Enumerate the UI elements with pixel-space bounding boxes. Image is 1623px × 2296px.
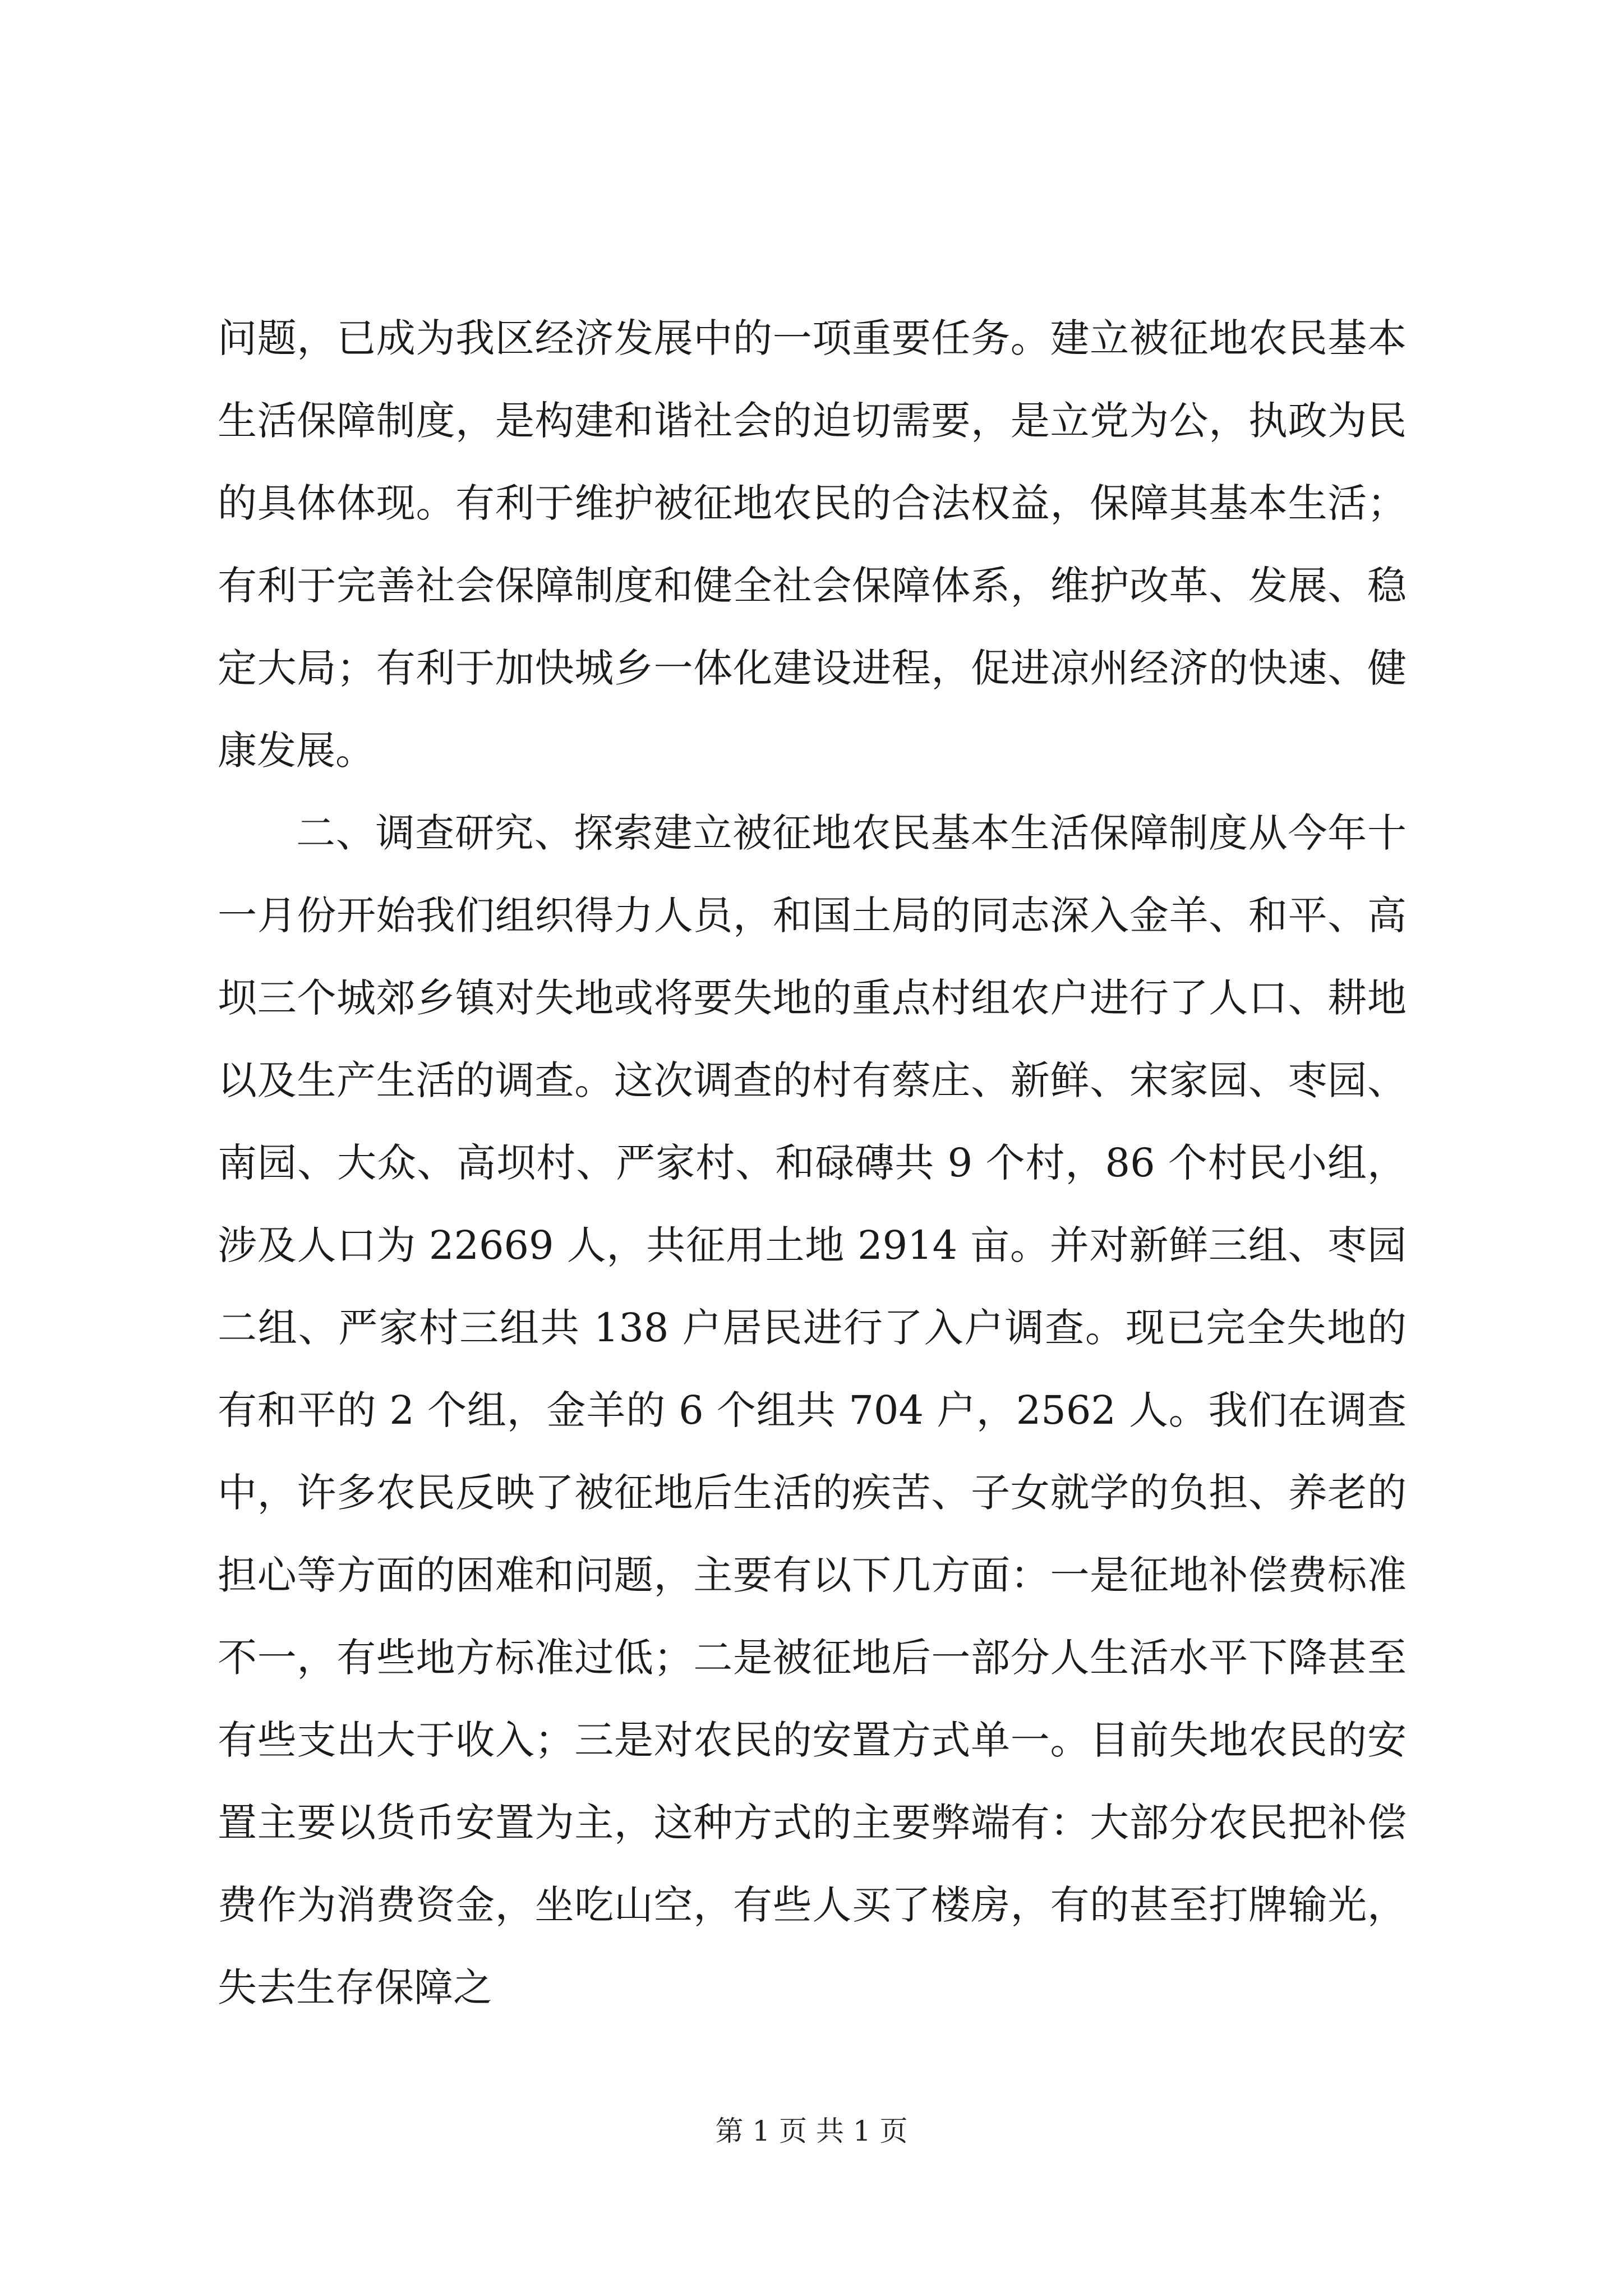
page-footer	[0, 2111, 1623, 2151]
paragraph-2: 二、调查研究、探索建立被征地农民基本生活保障制度从今年十一月份开始我们组织得力人员，和国土局的同志深入金羊、和平、高坝三个城郊乡镇对失地或将要失地的重点村组农户进行了人口、耕地以及生产生活的调查。这次调查的村有蔡庄、新鲜、宋家园、枣园、南园、大众、高坝村、严家村、和碌磚共 9 个村，86 个村民小组，涉及人口为 22669 人，共征用土地 2914 亩。并对新鲜三组、枣园二组、严家村三组共 138 户居民进行了入户调查。现已完全失地的有和平的 2 个组，金羊的 6 个组共 704 户，2562 人。我们在调查中，许多农民反映了被征地后生活的疾苦、子女就学的负担、养老的担心等方面的困难和问题，主要有以下几方面：一是征地补偿费标准不一，有些地方标准过低；二是被征地后一部分人生活水平下降甚至有些支出大于收入；三是对农民的安置方式单一。目前失地农民的安置主要以货币安置为主，这种方式的主要弊端有：大部分农民把补偿费作为消费资金，坐吃山空，有些人买了楼房，有的甚至打牌输光，失去生存保障之	[218, 810, 1407, 2010]
page-number-label: 第 1 页 共 1 页	[715, 2115, 908, 2147]
document-body	[218, 297, 1407, 2029]
paragraph-1: 问题，已成为我区经济发展中的一项重要任务。建立被征地农民基本生活保障制度，是构建和谐社会的迫切需要，是立党为公，执政为民的具体体现。有利于维护被征地农民的合法权益，保障其基本生活；有利于完善社会保障制度和健全社会保障体系，维护改革、发展、稳定大局；有利于加快城乡一体化建设进程，促进凉州经济的快速、健康发展。	[218, 315, 1407, 774]
